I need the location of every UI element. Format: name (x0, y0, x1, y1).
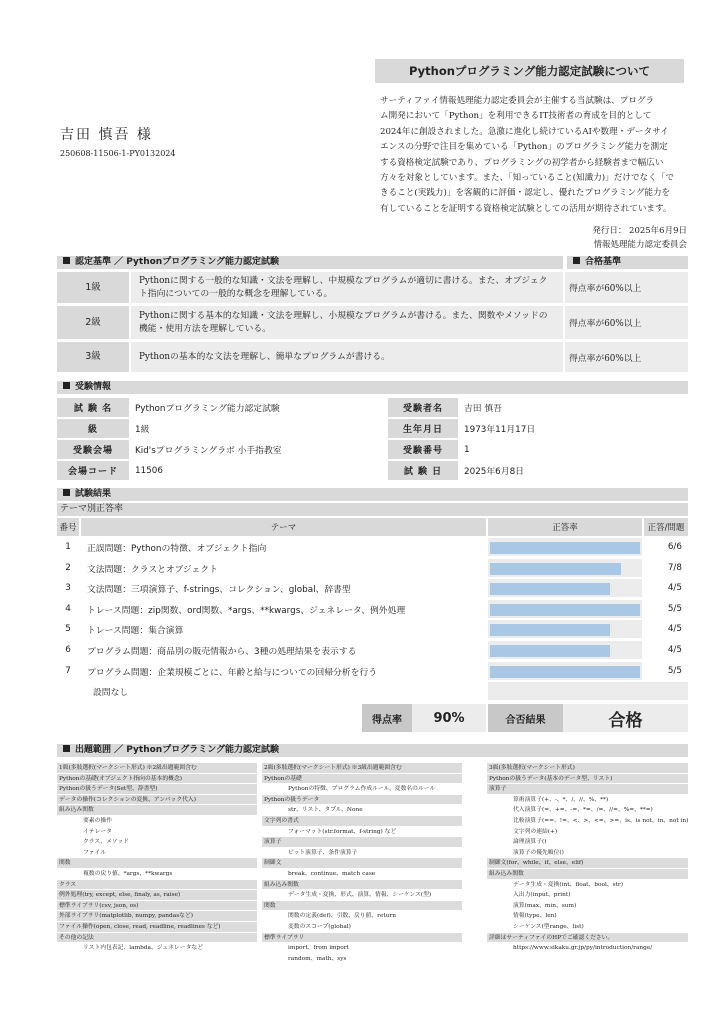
scope-category: クラス (57, 880, 257, 891)
issue-date: 発行日： 2025年6月9日 (592, 226, 687, 236)
scope-item: 文字列の連結(+) (487, 827, 688, 838)
scope-category: 外部ライブラリ(matplotlib, numpy, pandasなど) (57, 911, 257, 922)
scope-category: ファイル操作(open, close, read, readline, readlines など) (57, 922, 257, 933)
scope-item: イテレータ (57, 827, 257, 838)
row-number: 1 (65, 542, 71, 552)
scope-category: 制御文(for、while、if、else、elif) (487, 858, 688, 869)
row-score: 7/8 (667, 563, 682, 573)
row-theme: トレース問題：集合演算 (87, 625, 184, 636)
row-theme: プログラム問題：商品別の販売情報から、3種の処理結果を表示する (87, 646, 357, 657)
scope-column-grade3 (487, 763, 688, 954)
exam-info-header: 受験情報 (57, 381, 688, 394)
col-theme-header: テーマ (81, 518, 486, 536)
col-rate-header: 正答率 (488, 518, 642, 536)
criteria-header: 認定基準 ／ Pythonプログラミング能力認定試験 (57, 256, 563, 269)
rate-bar-cell (488, 662, 642, 680)
exam-name-value: Pythonプログラミング能力認定試験 (135, 404, 280, 414)
scope-category: Pythonの基礎(オブジェクト指向の基本的概念) (57, 774, 257, 785)
results-header: 試験結果 (57, 488, 688, 501)
row-theme: トレース問題：zip関数、ord関数、*args、**kwargs、ジェネレータ、例外処理 (87, 605, 406, 616)
criteria-rate: 得点率が60%以上 (565, 306, 688, 339)
scope-item: 複数の戻り値、*args、**kwargs (57, 869, 257, 880)
square-bullet-icon (573, 257, 580, 264)
row-score: 4/5 (667, 624, 682, 634)
row-number: 3 (65, 583, 71, 593)
rate-bar (490, 583, 610, 595)
exam-date-label: 試 験 日 (388, 461, 458, 480)
scope-category: 例外処理(try, except, else, finaly, as, raise) (57, 890, 257, 901)
venue-label: 受験会場 (57, 440, 129, 459)
square-bullet-icon (63, 745, 70, 752)
candidate-id: 250608-11506-1-PY0132024 (60, 149, 176, 158)
scope-item: 入出力(input、print) (487, 890, 688, 901)
criteria-desc: Pythonの基本的な文法を理解し、簡単なプログラムが書ける。 (131, 342, 563, 372)
row-number: 5 (65, 624, 71, 634)
scope-item: break、continue、match case (262, 869, 462, 880)
scope-item: リスト内包表記、lambda、ジェネレータなど (57, 943, 257, 954)
scope-category: Pythonの扱うデータ (262, 795, 462, 806)
venue-code-value: 11506 (135, 465, 163, 476)
scope-category: Pythonの扱うデータ(Set型、辞書型) (57, 784, 257, 795)
scope-category: 2級(多肢選択(マークシート形式) ※3級出題範囲含む (262, 763, 462, 774)
scope-item: str、リスト、タプル、None (262, 805, 462, 816)
scope-category: 文字列の書式 (262, 816, 462, 827)
criteria-rate-header: 合格基準 (567, 256, 688, 269)
row-theme: プログラム問題：企業規模ごとに、年齢と給与についての回帰分析を行う (87, 667, 378, 678)
row-number: 2 (65, 563, 71, 573)
scope-item: シーケンス(型range、list) (487, 922, 688, 933)
birth-value: 1973年11月17日 (464, 425, 536, 435)
score-rate-label: 得点率 (362, 704, 412, 732)
scope-category: 組み込み関数 (57, 805, 257, 816)
scope-item: 論理演算子() (487, 837, 688, 848)
row-theme: 文法問題：クラスとオブジェクト (87, 564, 218, 575)
pass-result-label: 合否結果 (488, 704, 563, 732)
scope-item: 変数のスコープ(global) (262, 922, 462, 933)
scope-category: Pythonの扱うデータ(基本のデータ型、リスト) (487, 774, 688, 785)
empty-row-cell (488, 682, 688, 700)
scope-category: 標準ライブラリ (262, 933, 462, 944)
pass-result-value: 合格 (563, 704, 688, 732)
exam-number-value: 1 (464, 444, 470, 455)
scope-column-grade1 (57, 763, 257, 954)
row-number: 7 (65, 666, 71, 676)
scope-item: データ生成・変換(int、float、bool、str) (487, 880, 688, 891)
issue-org: 情報処理能力認定委員会 (593, 240, 687, 250)
rate-bar (490, 666, 640, 678)
square-bullet-icon (63, 257, 70, 264)
scope-category: 演算子 (262, 837, 462, 848)
candidate-name: 吉田 慎吾 様 (60, 127, 153, 143)
criteria-level: 2級 (57, 306, 129, 339)
examinee-value: 吉田 慎吾 (464, 404, 502, 414)
scope-item: 要素の操作 (57, 816, 257, 827)
scope-header: 出題範囲 ／ Pythonプログラミング能力認定試験 (57, 744, 688, 757)
scope-category: 標準ライブラリ(csv, json, os) (57, 901, 257, 912)
rate-bar-cell (488, 559, 642, 577)
row-score: 5/5 (667, 604, 682, 614)
rate-bar (490, 624, 610, 636)
scope-category: 関数 (57, 858, 257, 869)
venue-value: Kid'sプログラミングラボ 小手指教室 (135, 446, 282, 456)
scope-category: 組み込み関数 (262, 880, 462, 891)
results-subheader: テーマ別正答率 (57, 503, 688, 516)
scope-category: Pythonの基礎 (262, 774, 462, 785)
rate-bar (490, 604, 640, 616)
scope-category: 1級(多肢選択(マークシート形式) ※2級出題範囲含む (57, 763, 257, 774)
scope-category: その他の記法 (57, 933, 257, 944)
criteria-level: 1級 (57, 272, 129, 303)
venue-code-label: 会場コード (57, 461, 129, 480)
about-title: Pythonプログラミング能力認定試験について (375, 59, 684, 83)
scope-item: 演算子の優先順位() (487, 848, 688, 859)
scope-item: 算術演算子(+、-、*、/、//、%、**) (487, 795, 688, 806)
scope-item: ビット演算子、条件演算子 (262, 848, 462, 859)
scope-column-grade2 (262, 763, 462, 964)
col-score-header: 正答/問題 (644, 518, 688, 536)
scope-category: 3級(多肢選択(マークシート形式) (487, 763, 688, 774)
row-score: 4/5 (667, 583, 682, 593)
scope-item: ファイル (57, 848, 257, 859)
scope-category: データの操作(コレクションの変換、アンパック代入) (57, 795, 257, 806)
birth-label: 生年月日 (388, 419, 458, 438)
rate-bar-cell (488, 641, 642, 659)
rate-bar-cell (488, 620, 642, 638)
scope-item: Pythonの特徴、プログラム作成ルール、変数名のルール (262, 784, 462, 795)
row-number: 4 (65, 604, 71, 614)
scope-category: 関数 (262, 901, 462, 912)
scope-item: https://www.sikaku.gr.jp/py/introduction/range/ (487, 943, 688, 954)
criteria-level: 3級 (57, 342, 129, 372)
criteria-desc: Pythonに関する基本的な知識・文法を理解し、小規模なプログラムが書ける。また、関数やメソッドの機能・使用方法を理解している。 (131, 306, 563, 339)
square-bullet-icon (63, 489, 70, 496)
scope-category: 組み込み関数 (487, 869, 688, 880)
no-question-note: 設問なし (93, 687, 129, 698)
grade-value: 1級 (135, 425, 150, 435)
row-score: 6/6 (667, 542, 682, 552)
scope-item: random、math、sys (262, 954, 462, 965)
rate-bar (490, 542, 640, 554)
exam-name-label: 試 験 名 (57, 398, 129, 417)
criteria-rate: 得点率が60%以上 (565, 342, 688, 372)
col-no-header: 番号 (57, 518, 79, 536)
grade-label: 級 (57, 419, 129, 438)
score-rate-value: 90% (412, 704, 486, 732)
examinee-label: 受験者名 (388, 398, 458, 417)
scope-item: データ生成・変換、形式、演算、情報、シーケンス(型) (262, 890, 462, 901)
scope-item: 演算(max、min、sum) (487, 901, 688, 912)
rate-bar (490, 563, 621, 575)
scope-item: 代入演算子(=、+=、-=、*=、/=、//=、%=、**=) (487, 805, 688, 816)
row-score: 4/5 (667, 645, 682, 655)
criteria-desc: Pythonに関する一般的な知識・文法を理解し、中規模なプログラムが適切に書ける。また、オブジェクト指向についての一般的な概念を理解している。 (131, 272, 563, 303)
row-theme: 文法問題：三項演算子、f-strings、コレクション、global、辞書型 (87, 584, 351, 595)
rate-bar-cell (488, 538, 642, 556)
scope-item: フォーマット(str.format、f-string) など (262, 827, 462, 838)
criteria-rate: 得点率が60%以上 (565, 272, 688, 303)
scope-category: 演算子 (487, 784, 688, 795)
rate-bar-cell (488, 600, 642, 618)
row-theme: 正誤問題：Pythonの特徴、オブジェクト指向 (87, 543, 267, 554)
rate-bar-cell (488, 579, 642, 597)
square-bullet-icon (63, 382, 70, 389)
scope-category: 制御文 (262, 858, 462, 869)
row-score: 5/5 (667, 666, 682, 676)
row-number: 6 (65, 645, 71, 655)
about-body: サーティファイ情報処理能力認定委員会が主催する当試験は、プログラ ム開発において「Python」を利用できるIT技術者の育成を目的として 2024年に創設されました。急激に進化し続けているAIや数理・データサイ エンスの分野で注目を集めている「Python」のプログラミング能力を測定 する資格検定試験であり、プログラミングの初学者から経験者まで幅広い 方々を対象としています。また、「知っていること(知識力)」だけでなく「で きること(実践力)」を客観的に評価・認定し、優れたプログラミング能力を 有していることを証明する資格検定試験としての活用が期待されています。 (380, 96, 674, 214)
scope-item: import、from import (262, 943, 462, 954)
rate-bar (490, 645, 610, 657)
exam-date-value: 2025年6月8日 (464, 467, 524, 477)
scope-item: 情報(type、len) (487, 911, 688, 922)
scope-item: 比較演算子(==、!=、<、>、<=、>=、is、is not、in、not in) (487, 816, 688, 827)
scope-category: 詳細はサーティファイのHPでご確認ください。 (487, 933, 688, 944)
scope-item: 関数の定義(def)、引数、戻り値、return (262, 911, 462, 922)
exam-number-label: 受験番号 (388, 440, 458, 459)
scope-item: クラス、メソッド (57, 837, 257, 848)
